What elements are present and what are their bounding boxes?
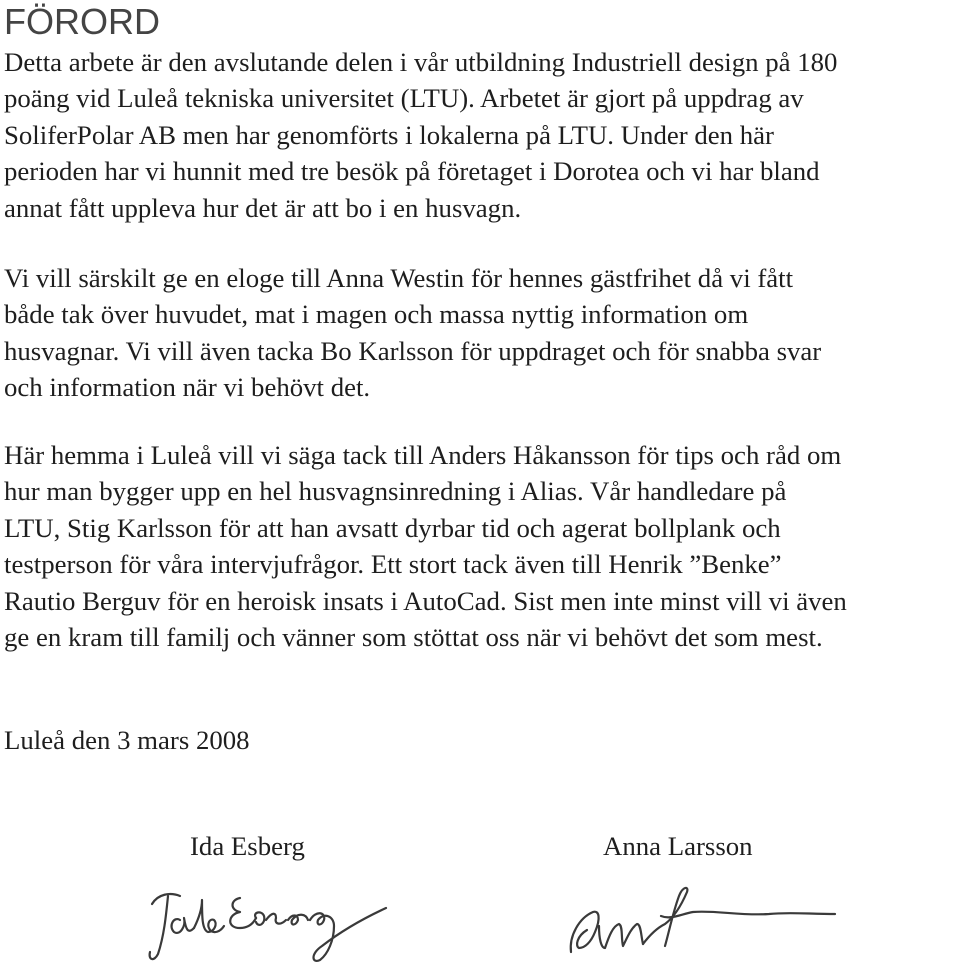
handwritten-signature: [140, 876, 400, 966]
paragraph-line: Vi vill särskilt ge en eloge till Anna Westin för hennes gästfrihet då vi fått: [4, 263, 794, 293]
paragraph-line: Detta arbete är den avslutande delen i vår utbildning Industriell design på 180: [4, 47, 838, 77]
paragraph-line: och information när vi behövt det.: [4, 372, 371, 403]
document-heading: FÖRORD: [4, 1, 160, 42]
paragraph-line: testperson för våra intervjufrågor. Ett stort tack även till Henrik ”Benke”: [4, 549, 782, 580]
paragraph-line: ge en kram till familj och vänner som stöttat oss när vi behövt det som mest.: [4, 622, 823, 653]
paragraph-line: perioden har vi hunnit med tre besök på företaget i Dorotea och vi har bland: [4, 156, 820, 187]
paragraph-line: hur man bygger upp en hel husvagnsinredning i Alias. Vår handledare på: [4, 476, 787, 507]
paragraph-line: poäng vid Luleå tekniska universitet (LTU). Arbetet är gjort på uppdrag av: [4, 83, 804, 114]
signer-name: Anna Larsson: [603, 831, 753, 861]
paragraph-thanks-dorotea: [4, 260, 960, 406]
signer-name: Ida Esberg: [190, 831, 305, 861]
handwritten-signature: [565, 876, 845, 966]
paragraph-line: både tak över huvudet, mat i magen och massa nyttig information om: [4, 299, 749, 330]
paragraph-line: annat fått uppleva hur det är att bo i en husvagn.: [4, 192, 522, 223]
place-and-date: Luleå den 3 mars 2008: [4, 725, 250, 755]
paragraph-thanks-lulea: [4, 437, 960, 655]
paragraph-line: Här hemma i Luleå vill vi säga tack till Anders Håkansson för tips och råd om: [4, 440, 842, 470]
paragraph-line: LTU, Stig Karlsson för att han avsatt dyrbar tid och agerat bollplank och: [4, 512, 781, 543]
paragraph-line: husvagnar. Vi vill även tacka Bo Karlsson för uppdraget och för snabba svar: [4, 335, 822, 366]
paragraph-intro: [4, 44, 960, 226]
paragraph-line: Rautio Berguv för en heroisk insats i AutoCad. Sist men inte minst vill vi även: [4, 585, 847, 616]
paragraph-line: SoliferPolar AB men har genomförts i lokalerna på LTU. Under den här: [4, 119, 774, 150]
